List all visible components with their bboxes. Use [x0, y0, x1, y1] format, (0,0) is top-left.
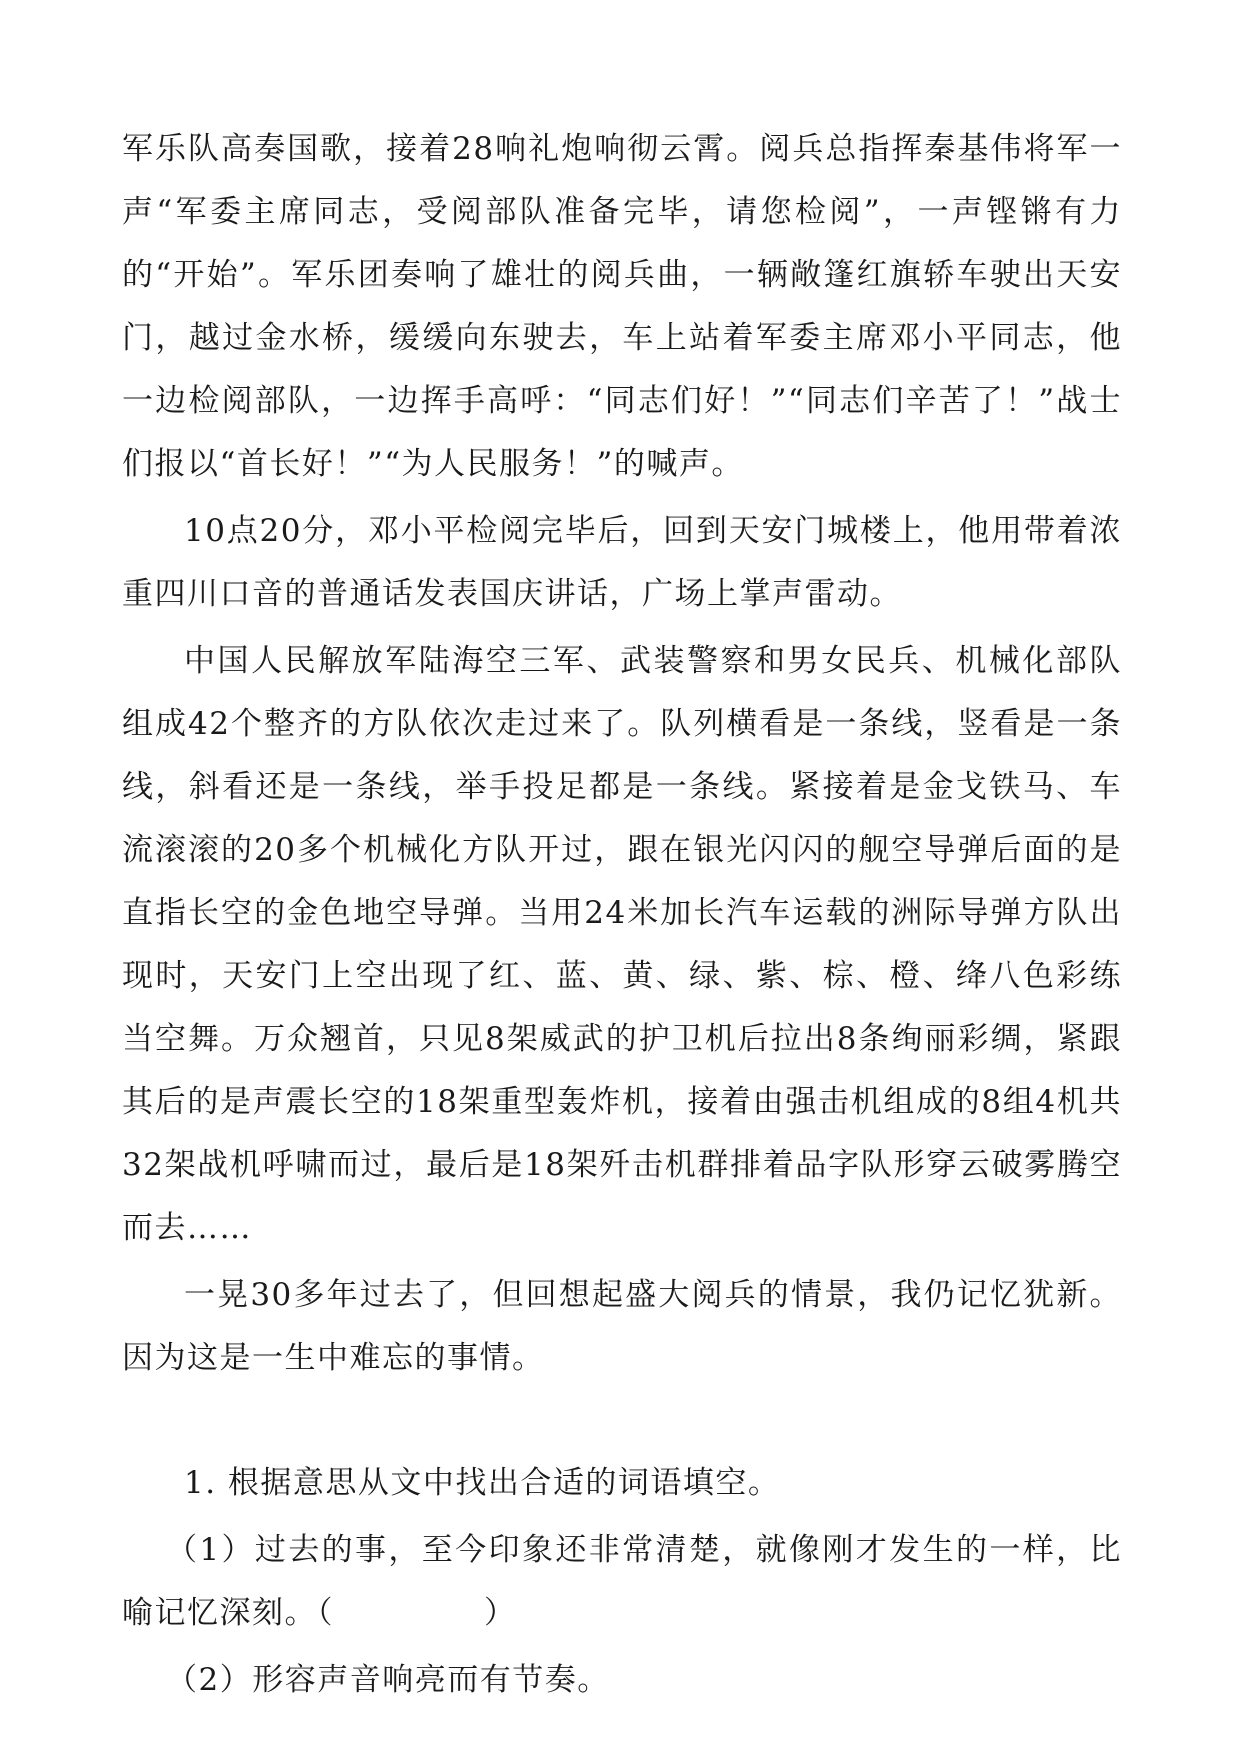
sub-question-2-text: （2）形容声音响亮而有节奏。: [166, 1662, 610, 1698]
sub-question-2: [122, 1649, 1122, 1712]
section-spacer: [122, 1394, 1122, 1452]
paragraph-3: 中国人民解放军陆海空三军、武装警察和男女民兵、机械化部队组成42个整齐的方队依次走过来了。队列横看是一条线，竖看是一条线，斜看还是一条线，举手投足都是一条线。紧接着是金戈铁马、车流滚滚的20多个机械化方队开过，跟在银光闪闪的舰空导弹后面的是直指长空的金色地空导弹。当用24米加长汽车运载的洲际导弹方队出现时，天安门上空出现了红、蓝、黄、绿、紫、棕、橙、绛八色彩练当空舞。万众翘首，只见8架威武的护卫机后拉出8条绚丽彩绸，紧跟其后的是声震长空的18架重型轰炸机，接着由强击机组成的8组4机共32架战机呼啸而过，最后是18架歼击机群排着品字队形穿云破雾腾空而去……: [122, 643, 1122, 1246]
paragraph-1: 军乐队高奏国歌，接着28响礼炮响彻云霄。阅兵总指挥秦基伟将军一声“军委主席同志，受阅部队准备完毕，请您检阅”，一声铿锵有力的“开始”。军乐团奏响了雄壮的阅兵曲，一辆敞篷红旗轿车驶出天安门，越过金水桥，缓缓向东驶去，车上站着军委主席邓小平同志，他一边检阅部队，一边挥手高呼：“同志们好！”“同志们辛苦了！”战士们报以“首长好！”“为人民服务！”的喊声。: [122, 131, 1122, 482]
sub-question-1-close: ）: [484, 1595, 517, 1631]
sub-question-1-text: （1）过去的事，至今印象还非常清楚，就像刚才发生的一样，比喻记忆深刻。（: [122, 1532, 1122, 1631]
paragraph-2: 10点20分，邓小平检阅完毕后，回到天安门城楼上，他用带着浓重四川口音的普通话发表国庆讲话，广场上掌声雷动。: [122, 513, 1122, 612]
question-title: 1. 根据意思从文中找出合适的词语填空。: [184, 1465, 781, 1501]
paragraph-4: 一晃30多年过去了，但回想起盛大阅兵的情景，我仍记忆犹新。因为这是一生中难忘的事情。: [122, 1277, 1122, 1376]
document-page: [122, 118, 1122, 1712]
sub-question-1: [122, 1519, 1122, 1645]
